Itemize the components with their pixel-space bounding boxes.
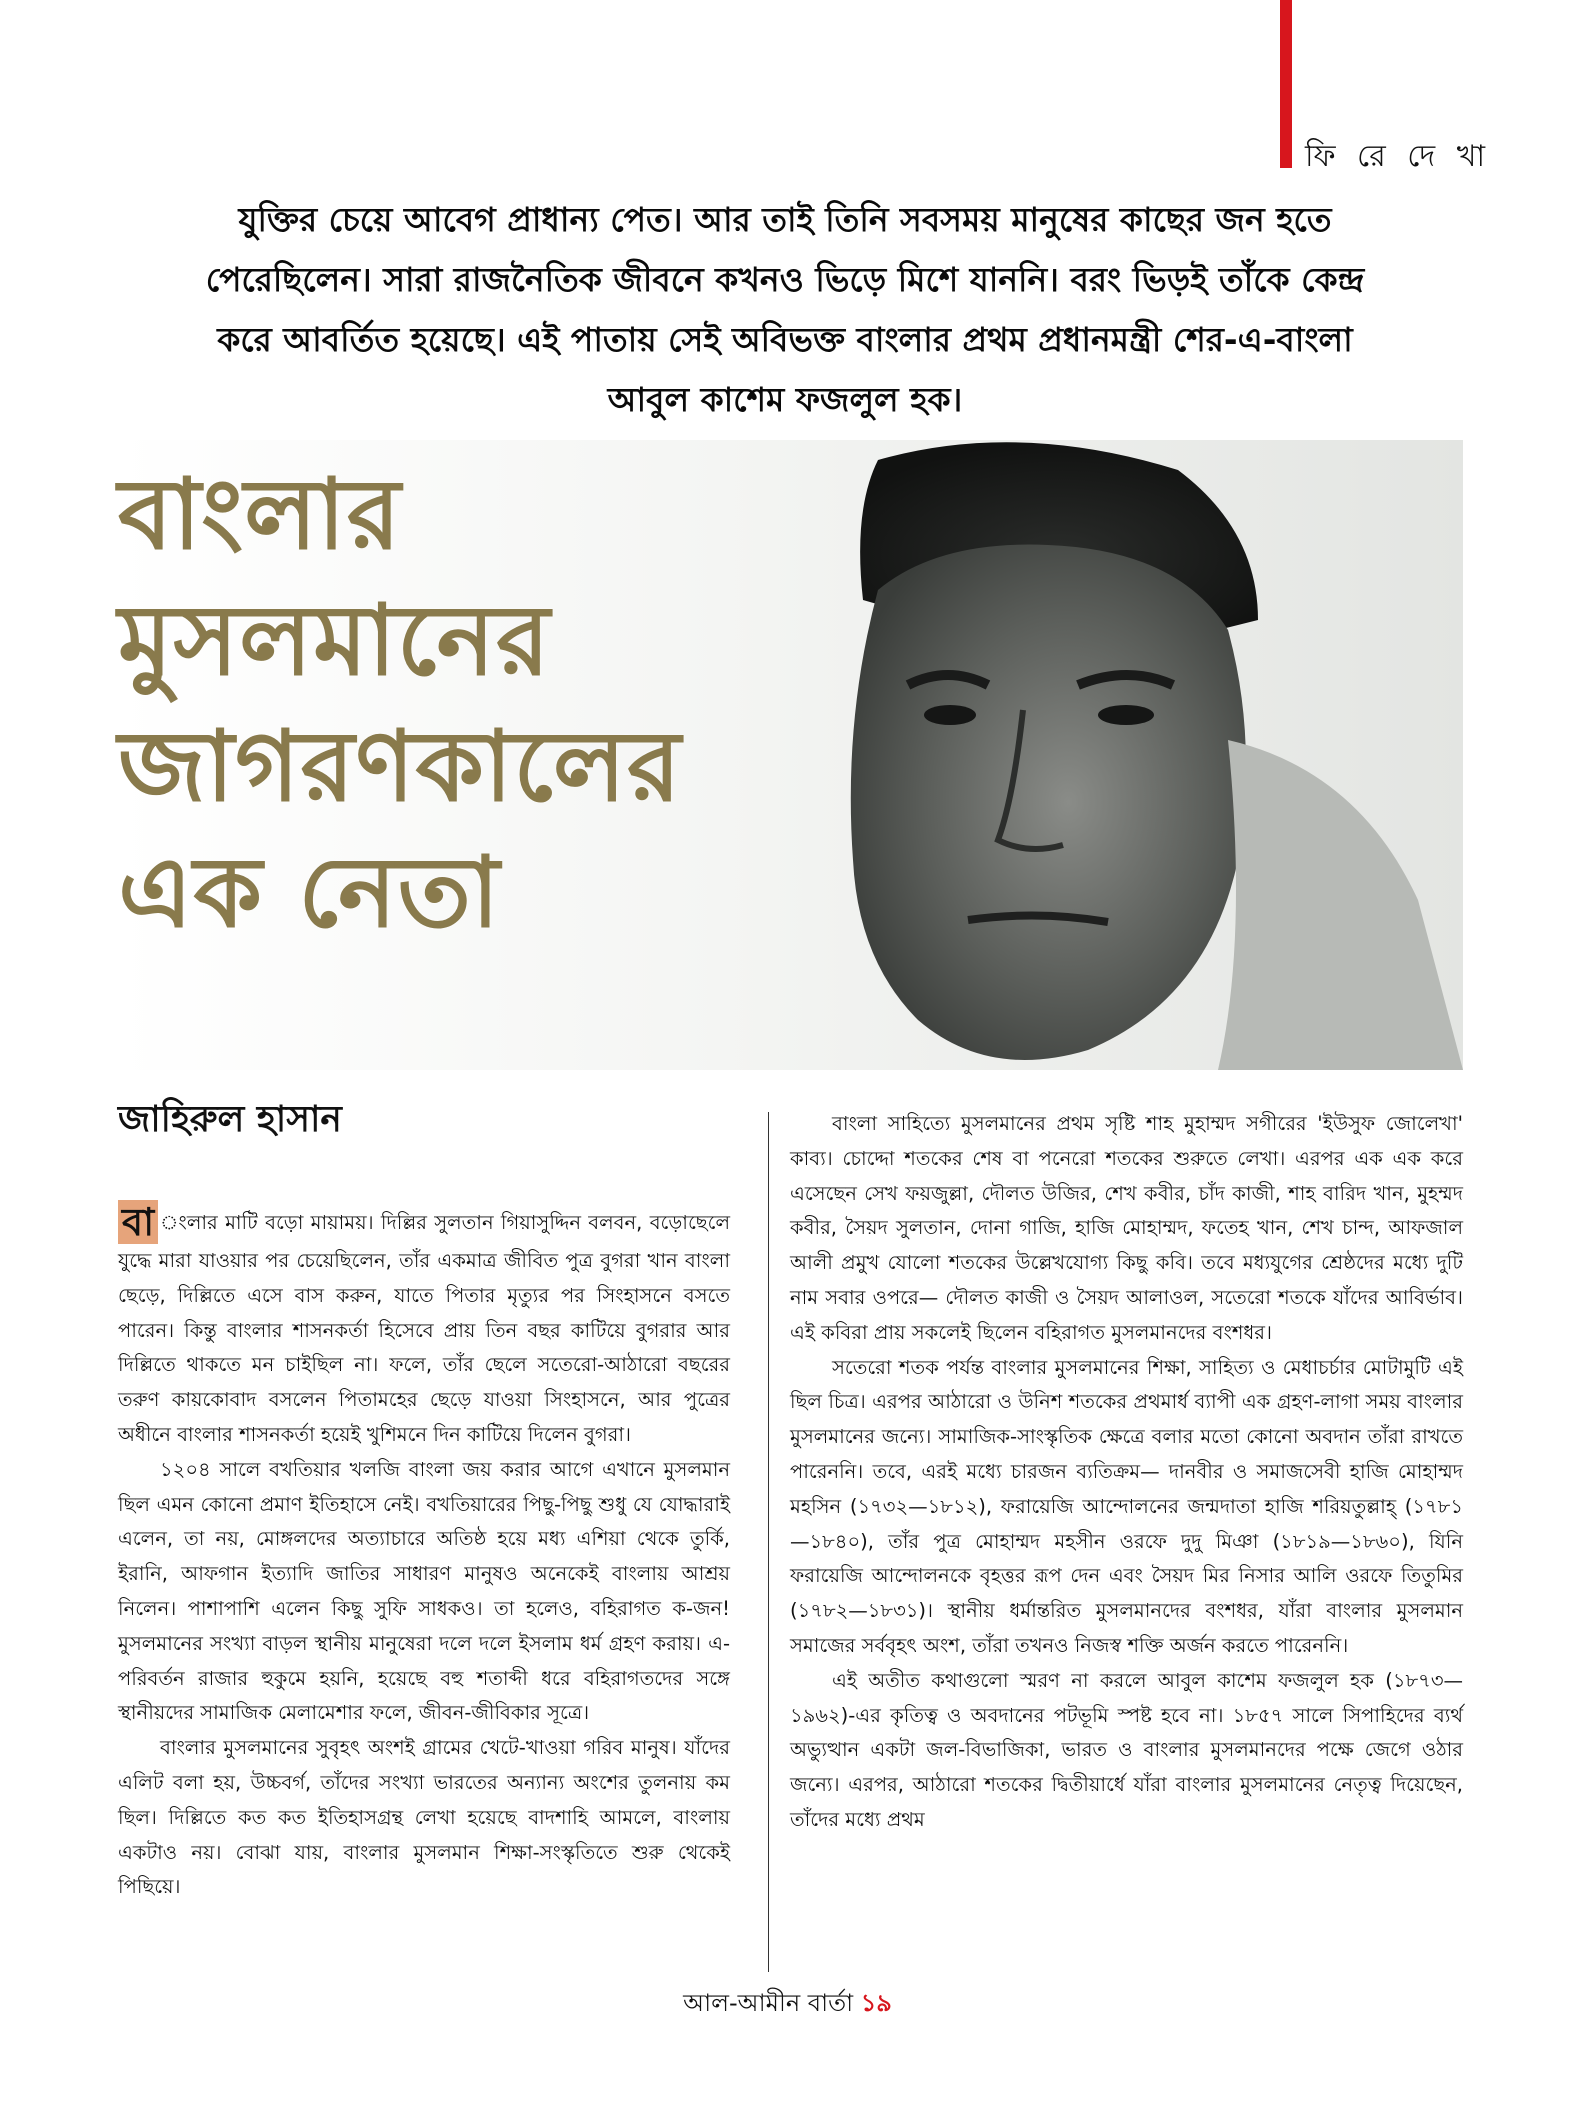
- paragraph: বাংলার মুসলমানের সুবৃহৎ অংশই গ্রামের খেটে-খাওয়া গরিব মানুষ। যাঁদের এলিট বলা হয়, উচ্চবর্গ, তাঁদের সংখ্যা ভারতের অন্যান্য অংশের তুলনায় কম ছিল। দিল্লিতে কত কত ইতিহাসগ্রন্থ লেখা হয়েছে বাদশাহি আমলে, বাংলায় একটাও নয়। বোঝা যায়, বাংলার মুসলমান শিক্ষা-সংস্কৃতিতে শুরু থেকেই পিছিয়ে।: [118, 1736, 730, 1899]
- page-number: ১৯: [860, 1989, 892, 2017]
- paragraph: [118, 1200, 730, 1453]
- paragraph: সতেরো শতক পর্যন্ত বাংলার মুসলমানের শিক্ষা, সাহিত্য ও মেধাচর্চার মোটামুটি এই ছিল চিত্র। এরপর আঠারো ও উনিশ শতকের প্রথমার্ধ ব্যাপী এক গ্রহণ-লাগা সময় বাংলার মুসলমানের জন্যে। সামাজিক-সাংস্কৃতিক ক্ষেত্রে বলার মতো কোনো অবদান তাঁরা রাখতে পারেননি। তবে, এরই মধ্যে চারজন ব্যতিক্রম— দানবীর ও সমাজসেবী হাজি মোহাম্মদ মহসিন (১৭৩২—১৮১২), ফরায়েজি আন্দোলনের জন্মদাতা হাজি শরিয়তুল্লাহ্ (১৭৮১—১৮৪০), তাঁর পুত্র মোহাম্মদ মহসীন ওরফে দুদু মিঞা (১৮১৯—১৮৬০), যিনি ফরায়েজি আন্দোলনকে বৃহত্তর রূপ দেন এবং সৈয়দ মির নিসার আলি ওরফে তিতুমির (১৭৮২—১৮৩১)। স্থানীয় ধর্মান্তরিত মুসলমানদের বংশধর, যাঁরা বাংলার মুসলমান সমাজের সর্ববৃহৎ অংশ, তাঁরা তখনও নিজস্ব শক্তি অর্জন করতে পারেননি।: [790, 1355, 1463, 1657]
- article-column-right: [790, 1107, 1463, 1838]
- intro-line: যুক্তির চেয়ে আবেগ প্রাধান্য পেত। আর তাই তিনি সবসময় মানুষের কাছের জন হতে: [238, 200, 1332, 239]
- headline-line: মুসলমানের: [118, 584, 551, 698]
- section-tag: ফি রে দে খা: [1305, 139, 1492, 174]
- paragraph: এই অতীত কথাগুলো স্মরণ না করলে আবুল কাশেম ফজলুল হক (১৮৭৩—১৯৬২)-এর কৃতিত্ব ও অবদানের পটভূমি স্পষ্ট হবে না। ১৮৫৭ সালে সিপাহিদের ব্যর্থ অভ্যুত্থান একটা জল-বিভাজিকা, ভারত ও বাংলার মুসলমানদের পক্ষে জেগে ওঠার জন্যে। এরপর, আঠারো শতকের দ্বিতীয়ার্ধে যাঁরা বাংলার মুসলমানের নেতৃত্ব দিয়েছেন, তাঁদের মধ্যে প্রথম: [790, 1668, 1463, 1831]
- paragraph: বাংলা সাহিত্যে মুসলমানের প্রথম সৃষ্টি শাহ মুহাম্মদ সগীরের 'ইউসুফ জোলেখা' কাব্য। চোদ্দো শতকের শেষ বা পনেরো শতকের শুরুতে লেখা। এরপর এক এক করে এসেছেন সেখ ফয়জুল্লা, দৌলত উজির, শেখ কবীর, চাঁদ কাজী, শাহ বারিদ খান, মুহম্মদ কবীর, সৈয়দ সুলতান, দোনা গাজি, হাজি মোহাম্মদ, ফতেহ খান, শেখ চান্দ, আফজাল আলী প্রমুখ যোলো শতকের উল্লেখযোগ্য কিছু কবি। তবে মধ্যযুগের শ্রেষ্ঠদের মধ্যে দুটি নাম সবার ওপরে— দৌলত কাজী ও সৈয়দ আলাওল, সতেরো শতকে যাঁদের আবির্ভাব। এই কবিরা প্রায় সকলেই ছিলেন বহিরাগত মুসলমানদের বংশধর।: [790, 1112, 1463, 1344]
- intro-line: আবুল কাশেম ফজলুল হক।: [607, 380, 963, 419]
- section-accent-bar: [1280, 0, 1292, 168]
- headline-line: বাংলার: [118, 458, 402, 572]
- intro-paragraph: [150, 190, 1420, 430]
- author-byline: জাহিরুল হাসান: [118, 1099, 342, 1140]
- page-footer: [0, 1985, 1575, 2025]
- headline-line: এক নেতা: [118, 836, 501, 950]
- headline-line: জাগরণকালের: [118, 710, 682, 824]
- paragraph: ১২০৪ সালে বখতিয়ার খলজি বাংলা জয় করার আগে এখানে মুসলমান ছিল এমন কোনো প্রমাণ ইতিহাসে নেই। বখতিয়ারের পিছু-পিছু শুধু যে যোদ্ধারাই এলেন, তা নয়, মোঙ্গলদের অত্যাচারে অতিষ্ঠ হয়ে মধ্য এশিয়া থেকে তুর্কি, ইরানি, আফগান ইত্যাদি জাতির সাধারণ মানুষও অনেকেই বাংলায় আশ্রয় নিলেন। পাশাপাশি এলেন কিছু সুফি সাধকও। তা হলেও, বহিরাগত ক-জন! মুসলমানের সংখ্যা বাড়ল স্থানীয় মানুষেরা দলে দলে ইসলাম ধর্ম গ্রহণ করায়। এ-পরিবর্তন রাজার হুকুমে হয়নি, হয়েছে বহু শতাব্দী ধরে বহিরাগতদের সঙ্গে স্থানীয়দের সামাজিক মেলামেশার ফলে, জীবন-জীবিকার সূত্রে।: [118, 1457, 730, 1725]
- paragraph-text: ংলার মাটি বড়ো মায়াময়। দিল্লির সুলতান গিয়াসুদ্দিন বলবন, বড়োছেলে যুদ্ধে মারা যাওয়ার পর চেয়েছিলেন, তাঁর একমাত্র জীবিত পুত্র বুগরা খান বাংলা ছেড়ে, দিল্লিতে এসে বাস করুন, যাতে পিতার মৃত্যুর পর সিংহাসনে বসতে পারেন। কিন্তু বাংলার শাসনকর্তা হিসেবে প্রায় তিন বছর কাটিয়ে বুগরার আর দিল্লিতে থাকতে মন চাইছিল না। ফলে, তাঁর ছেলে সতেরো-আঠারো বছরের তরুণ কায়কোবাদ বসলেন পিতামহের ছেড়ে যাওয়া সিংহাসনে, আর পুত্রের অধীনে বাংলার শাসনকর্তা হয়েই খুশিমনে দিন কাটিয়ে দিলেন বুগরা।: [118, 1211, 730, 1446]
- column-divider: [768, 1112, 769, 1972]
- drop-cap: বা: [118, 1200, 158, 1244]
- article-headline: [118, 452, 918, 956]
- publication-name: আল-আমীন বার্তা: [683, 1989, 854, 2017]
- intro-line: পেরেছিলেন। সারা রাজনৈতিক জীবনে কখনও ভিড়ে মিশে যাননি। বরং ভিড়ই তাঁকে কেন্দ্র: [205, 260, 1365, 299]
- article-column-left: [118, 1200, 730, 1905]
- intro-line: করে আবর্তিত হয়েছে। এই পাতায় সেই অবিভক্ত বাংলার প্রথম প্রধানমন্ত্রী শের-এ-বাংলা: [217, 320, 1353, 359]
